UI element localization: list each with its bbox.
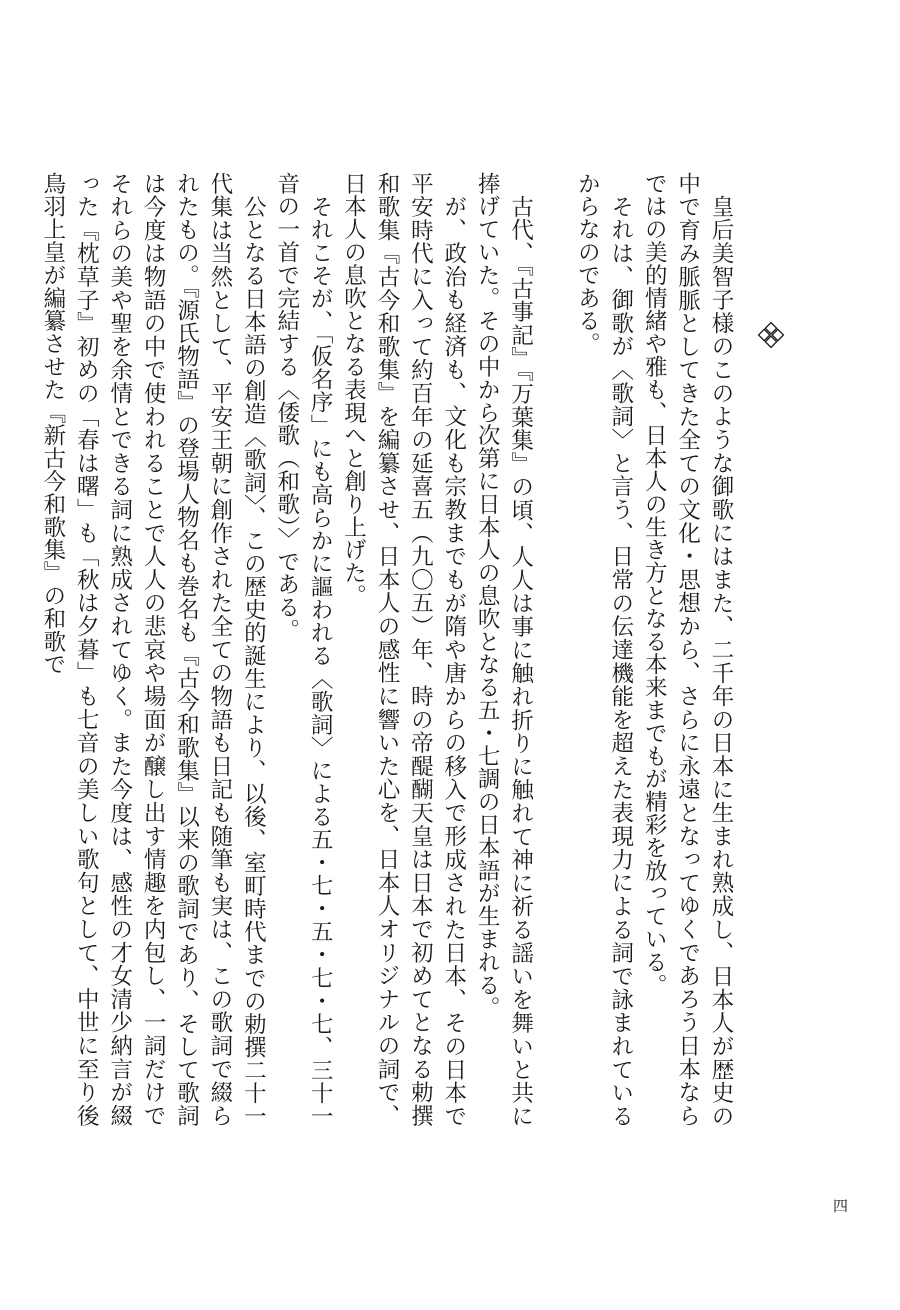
- paragraph-6: 公となる日本語の創造〈歌詞〉、この歴史的誕生により、以後、室町時代までの勅撰二十一代集は当然として、平安王朝に創作された全ての物語も日記も随筆も実は、この歌詞で綴られたもの。『源氏物語』の登場人物名も巻名も『古今和歌集』以来の歌詞であり、そして歌詞は今度は物語の中で使われることで人人の悲哀や場面が醸し出す情趣を内包し、一詞だけでそれらの美や聖を余情とできる詞に熟成されてゆく。また今度は、感性の才女清少納言が綴った『枕草子』初めの「春は曙」も「秋は夕暮」も七音の美しい歌句として、中世に至り後鳥羽上皇が編纂させた『新古今和歌集』の和歌で: [39, 172, 267, 1127]
- page-number: 四: [833, 1197, 849, 1215]
- paragraph-1: 皇后美智子様のこのような御歌にはまた、二千年の日本に生まれ熟成し、日本人が歴史の中で育み脈脈としてきた全ての文化・思想から、さらに永遠となってゆくであろう日本ならではの美的情緒や雅も、日本人の生き方となる本来までもが精彩を放っている。: [641, 172, 734, 1127]
- paragraph-5: それこそが、「仮名序」にも高らかに謳われる〈歌詞〉による五・七・五・七・七、三十一音の一首で完結する〈倭歌（和歌）〉である。: [273, 172, 334, 1127]
- diamond-flower-ornament-icon: [758, 322, 784, 348]
- vertical-text-body: [39, 172, 737, 1127]
- paragraph-3: 古代、『古事記』『万葉集』の頃、人人は事に触れ折りに触れて神に祈る謡いを舞いと共に捧げていた。その中から次第に日本人の息吹となる五・七調の日本語が生まれる。: [474, 172, 534, 1127]
- paragraph-4: が、政治も経済も、文化も宗教までもが隋や唐からの移入で形成された日本、その日本で平安時代に入って約百年の延喜五（九〇五）年、時の帝醍醐天皇は日本で初めてとなる勅撰和歌集『古今和歌集』を編纂させ、日本人の感性に響いた心を、日本人オリジナルの詞で、日本人の息吹となる表現へと創り上げた。: [340, 172, 467, 1127]
- paragraph-2: それは、御歌が〈歌詞〉と言う、日常の伝達機能を超えた表現力による詞で詠まれているからなのである。: [574, 172, 634, 1127]
